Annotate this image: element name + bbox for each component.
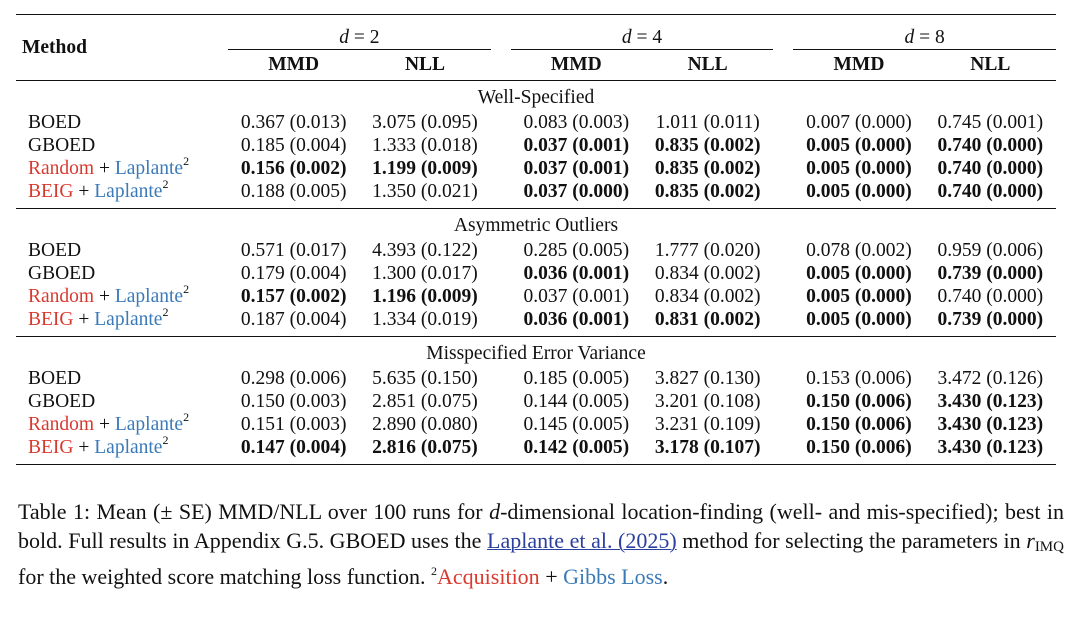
loss-name: Laplante <box>114 285 184 307</box>
value-cell: 0.037 (0.001) <box>523 134 630 156</box>
value-cell: 0.005 (0.000) <box>806 134 912 156</box>
value-cell: 0.739 (0.000) <box>937 308 1044 330</box>
metric-header: MMD <box>793 50 924 81</box>
method-cell <box>16 305 228 337</box>
value-cell: 0.959 (0.006) <box>937 239 1044 261</box>
acquisition-name: BEIG <box>28 436 74 458</box>
value-cell: 3.827 (0.130) <box>654 367 761 389</box>
metric-header: NLL <box>642 50 773 81</box>
value-cell: 0.187 (0.004) <box>240 308 347 330</box>
table-row <box>16 111 1056 134</box>
value-cell: 3.430 (0.123) <box>937 390 1044 412</box>
value-cell: 0.188 (0.005) <box>240 180 347 202</box>
group-header-d4: d = 4 <box>621 27 663 48</box>
method-cell <box>16 282 228 308</box>
value-cell: 0.150 (0.006) <box>806 390 912 412</box>
caption-label: Table 1: <box>18 499 91 524</box>
footnote-mark: 2 <box>183 154 190 168</box>
value-cell: 0.150 (0.003) <box>240 390 347 412</box>
method-cell: GBOED <box>28 390 96 412</box>
loss-name: Laplante <box>114 157 184 179</box>
method-cell: GBOED <box>28 262 96 284</box>
plus-sign: + <box>78 180 90 202</box>
value-cell: 2.890 (0.080) <box>372 413 478 435</box>
loss-name: Laplante <box>94 436 163 458</box>
method-cell: BOED <box>28 239 82 261</box>
value-cell: 1.011 (0.011) <box>655 111 760 133</box>
table-row <box>16 413 1056 436</box>
footnote-mark: 2 <box>162 177 169 191</box>
table-row <box>16 262 1056 285</box>
value-cell: 2.816 (0.075) <box>372 436 478 458</box>
value-cell: 1.300 (0.017) <box>372 262 478 284</box>
value-cell: 0.150 (0.006) <box>806 413 912 435</box>
value-cell: 0.007 (0.000) <box>806 111 912 133</box>
value-cell: 0.005 (0.000) <box>806 262 912 284</box>
value-cell: 3.472 (0.126) <box>937 367 1044 389</box>
value-cell: 0.298 (0.006) <box>240 367 347 389</box>
value-cell: 3.430 (0.123) <box>937 413 1044 435</box>
results-table <box>16 14 1056 465</box>
value-cell: 3.201 (0.108) <box>654 390 761 412</box>
method-cell <box>16 177 228 209</box>
value-cell: 0.145 (0.005) <box>523 413 630 435</box>
value-cell: 0.147 (0.004) <box>240 436 347 458</box>
math-variable: r <box>1026 528 1035 553</box>
table-row <box>16 436 1056 465</box>
table-row <box>16 285 1056 308</box>
value-cell: 0.005 (0.000) <box>806 285 912 307</box>
value-cell: 0.179 (0.004) <box>240 262 347 284</box>
value-cell: 2.851 (0.075) <box>372 390 478 412</box>
value-cell: 3.430 (0.123) <box>937 436 1044 458</box>
math-variable: d <box>489 499 501 524</box>
value-cell: 0.078 (0.002) <box>806 239 912 261</box>
footnote-mark: 2 <box>431 563 438 578</box>
acquisition-name: BEIG <box>28 308 74 330</box>
metric-header: NLL <box>359 50 490 81</box>
value-cell: 0.144 (0.005) <box>523 390 630 412</box>
value-cell: 0.835 (0.002) <box>654 180 761 202</box>
value-cell: 0.142 (0.005) <box>523 436 630 458</box>
section-title: Asymmetric Outliers <box>453 215 619 236</box>
value-cell: 0.005 (0.000) <box>806 157 912 179</box>
value-cell: 5.635 (0.150) <box>372 367 478 389</box>
plus-sign: + <box>98 413 110 435</box>
table-row <box>16 157 1056 180</box>
footnote-mark: 2 <box>183 282 190 296</box>
table-caption: Table 1: Mean (± SE) MMD/NLL over 100 runs for d-dimensional location-finding (well- and mis-specified); best in bold. Full results in Appendix G.5. GBOED uses the Laplante et al. (2025) method for selecting the parameters in $r_{IMQ}$ for the weighted score matching loss function. $^2$Acquisition + Gibbs Loss. <box>18 499 1064 589</box>
value-cell: 0.037 (0.000) <box>523 180 630 202</box>
metric-header: NLL <box>925 50 1056 81</box>
section-header-row <box>16 337 1056 368</box>
value-cell: 0.834 (0.002) <box>654 262 761 284</box>
value-cell: 0.571 (0.017) <box>240 239 347 261</box>
value-cell: 0.367 (0.013) <box>240 111 347 133</box>
loss-name: Laplante <box>94 308 163 330</box>
plus-sign: + <box>78 436 90 458</box>
value-cell: 0.005 (0.000) <box>806 180 912 202</box>
acquisition-legend: Acquisition <box>437 564 540 589</box>
footnote-mark: 2 <box>183 410 190 424</box>
value-cell: 1.199 (0.009) <box>372 157 478 179</box>
value-cell: 1.196 (0.009) <box>372 285 478 307</box>
footnote-mark: 2 <box>162 433 169 447</box>
value-cell: 0.083 (0.003) <box>523 111 630 133</box>
value-cell: 0.285 (0.005) <box>523 239 630 261</box>
acquisition-name: Random <box>28 285 95 307</box>
value-cell: 0.185 (0.004) <box>240 134 347 156</box>
section-header-row <box>16 209 1056 240</box>
value-cell: 0.740 (0.000) <box>937 285 1044 307</box>
citation-link[interactable]: Laplante et al. (2025) <box>487 528 677 553</box>
value-cell: 0.835 (0.002) <box>654 157 761 179</box>
value-cell: 0.740 (0.000) <box>937 134 1044 156</box>
value-cell: 0.835 (0.002) <box>654 134 761 156</box>
section-title: Misspecified Error Variance <box>426 343 646 364</box>
value-cell: 0.036 (0.001) <box>523 262 630 284</box>
plus-sign: + <box>98 285 110 307</box>
loss-name: Laplante <box>114 413 184 435</box>
value-cell: 1.350 (0.021) <box>372 180 478 202</box>
value-cell: 0.740 (0.000) <box>937 180 1044 202</box>
table-body <box>16 81 1056 465</box>
value-cell: 3.231 (0.109) <box>654 413 761 435</box>
table-row <box>16 134 1056 157</box>
table-row <box>16 239 1056 262</box>
value-cell: 3.178 (0.107) <box>654 436 761 458</box>
value-cell: 0.740 (0.000) <box>937 157 1044 179</box>
acquisition-name: BEIG <box>28 180 74 202</box>
table-row <box>16 180 1056 209</box>
group-header-d8: d = 8 <box>904 27 945 48</box>
method-cell <box>16 154 228 180</box>
section-title: Well-Specified <box>477 87 595 108</box>
metric-header: MMD <box>228 50 359 81</box>
value-cell: 0.739 (0.000) <box>937 262 1044 284</box>
value-cell: 3.075 (0.095) <box>372 111 478 133</box>
value-cell: 0.151 (0.003) <box>240 413 347 435</box>
method-cell: BOED <box>28 111 82 133</box>
method-cell <box>16 433 228 465</box>
value-cell: 0.037 (0.001) <box>523 157 630 179</box>
method-column-header: Method <box>22 36 87 58</box>
metric-header: MMD <box>511 50 642 81</box>
group-header-d2: d = 2 <box>339 27 380 48</box>
method-cell <box>16 410 228 436</box>
value-cell: 0.153 (0.006) <box>806 367 912 389</box>
footnote-mark: 2 <box>162 305 169 319</box>
method-cell: GBOED <box>28 134 96 156</box>
acquisition-name: Random <box>28 413 95 435</box>
value-cell: 1.777 (0.020) <box>654 239 761 261</box>
value-cell: 0.834 (0.002) <box>654 285 761 307</box>
plus-sign: + <box>78 308 90 330</box>
table-row <box>16 390 1056 413</box>
loss-name: Laplante <box>94 180 163 202</box>
value-cell: 0.185 (0.005) <box>523 367 630 389</box>
group-header-row <box>16 15 1056 50</box>
value-cell: 0.831 (0.002) <box>654 308 761 330</box>
value-cell: 0.150 (0.006) <box>806 436 912 458</box>
value-cell: 0.036 (0.001) <box>523 308 630 330</box>
method-cell: BOED <box>28 367 82 389</box>
value-cell: 1.334 (0.019) <box>372 308 478 330</box>
plus-sign: + <box>98 157 110 179</box>
value-cell: 0.005 (0.000) <box>806 308 912 330</box>
loss-legend: Gibbs Loss <box>563 564 663 589</box>
value-cell: 0.156 (0.002) <box>240 157 347 179</box>
value-cell: 1.333 (0.018) <box>372 134 478 156</box>
section-header-row <box>16 81 1056 112</box>
value-cell: 0.745 (0.001) <box>937 111 1044 133</box>
value-cell: 0.157 (0.002) <box>240 285 347 307</box>
table-row <box>16 308 1056 337</box>
table-row <box>16 367 1056 390</box>
value-cell: 0.037 (0.001) <box>523 285 630 307</box>
acquisition-name: Random <box>28 157 95 179</box>
math-subscript: IMQ <box>1034 539 1064 555</box>
value-cell: 4.393 (0.122) <box>372 239 478 261</box>
